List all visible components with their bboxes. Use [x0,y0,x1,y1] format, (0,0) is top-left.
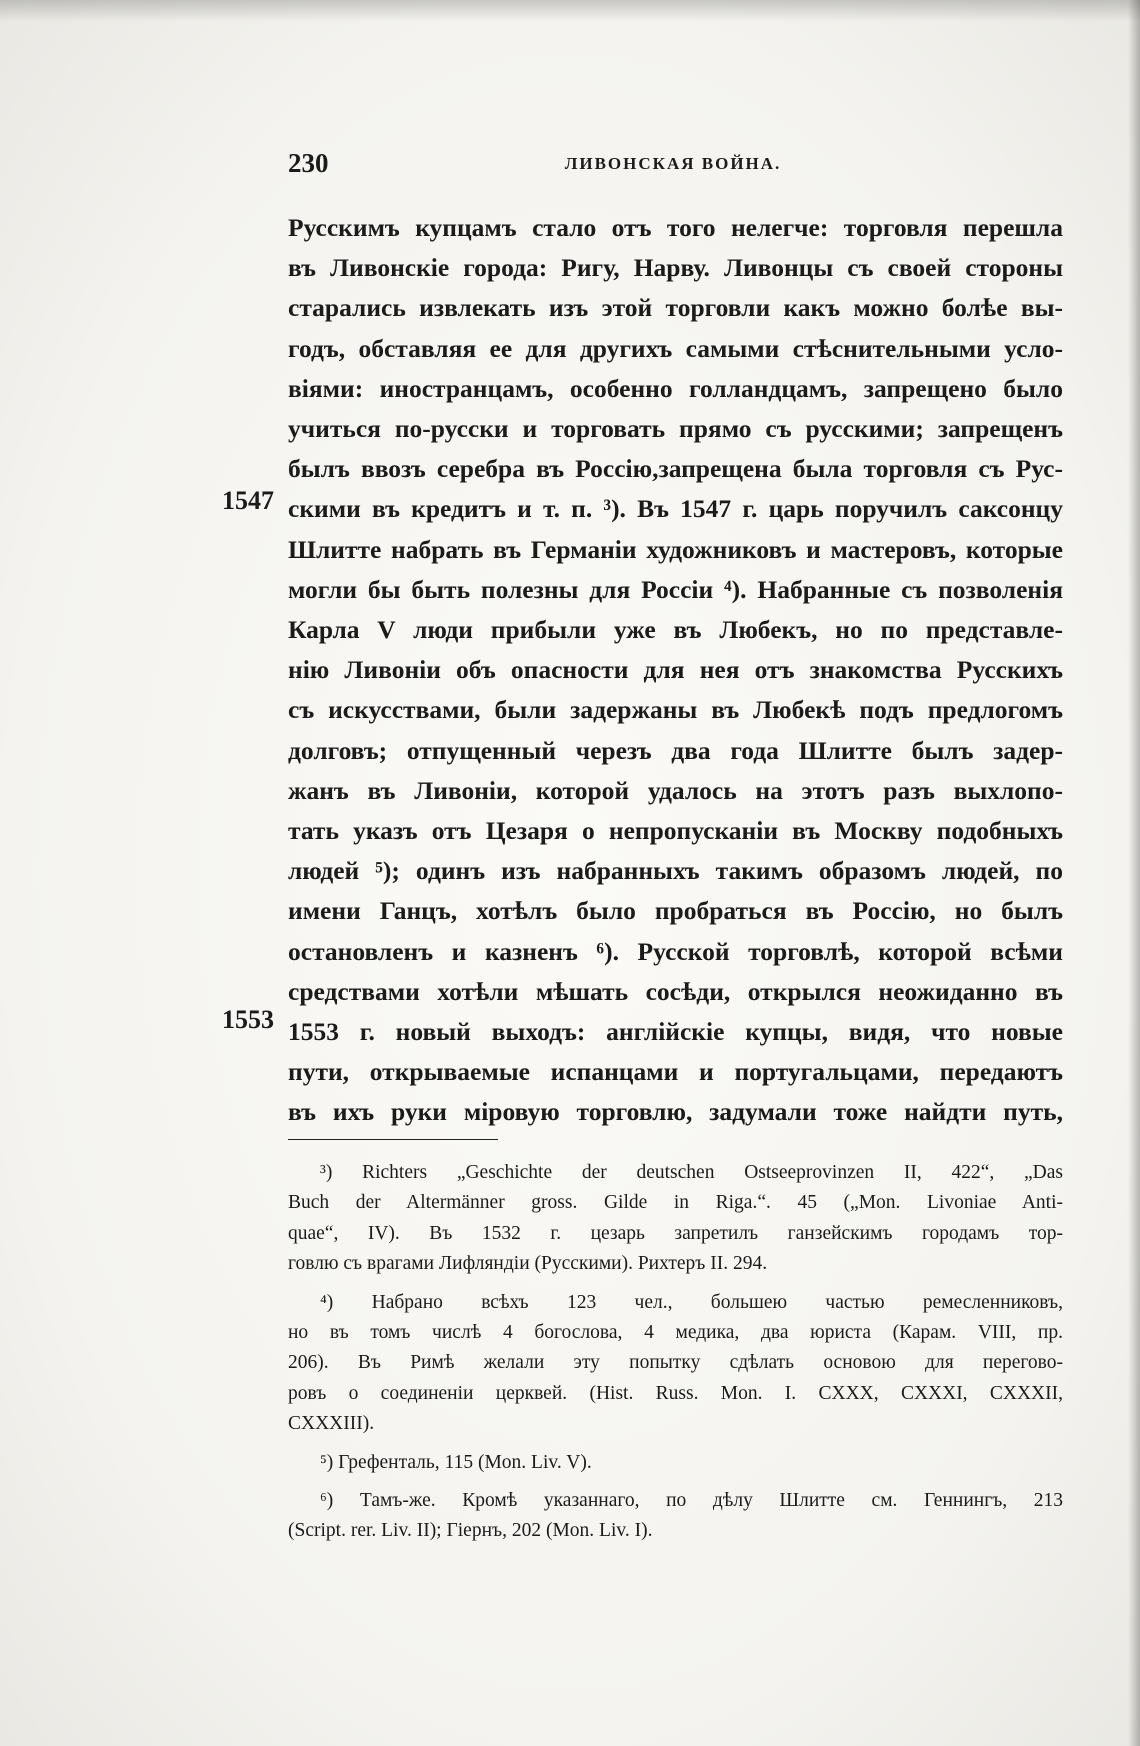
footnote-line: (Script. rer. Liv. II); Гіернъ, 202 (Mon. Liv. I). [288,1520,653,1542]
footnote-divider [288,1139,498,1140]
text-line: годъ, обставляя ее для другихъ самыми стѣснительными усло- [288,333,1063,363]
text-line: средствами хотѣли мѣшать сосѣди, открылся неожиданно въ [288,976,1063,1006]
footnote-line: quae“, IV). Въ 1532 г. цезарь запретилъ ганзейскимъ городамъ тор- [288,1222,1063,1244]
footnote-line: 206). Въ Римѣ желали эту попытку сдѣлать основою для перегово- [288,1352,1063,1374]
main-text [288,208,1063,1133]
footnote-line: Buch der Altermänner gross. Gilde in Riga.“. 45 („Mon. Livoniae Anti- [288,1192,1063,1214]
text-line: имени Ганцъ, хотѣлъ было пробраться въ Россію, но былъ [288,896,1063,926]
footnote-line: но въ томъ числѣ 4 богослова, 4 медика, два юриста (Карам. VIII, пр. [288,1322,1063,1344]
footnote-line: CXXXIII). [288,1413,375,1435]
footnote-marker: ⁴) [320,1291,334,1313]
footnote-line: ⁶) Тамъ-же. Кромѣ указаннаго, по дѣлу Шлитте см. Геннингъ, 213 [320,1490,1063,1512]
text-line: учиться по-русски и торговать прямо съ русскими; запрещенъ [288,414,1063,444]
text-line: тать указъ отъ Цезаря о непропусканіи въ Москву подобныхъ [288,816,1063,846]
text-line: пути, открываемые испанцами и португальцами, передаютъ [288,1057,1063,1087]
footnote-marker: ⁶) [320,1490,334,1512]
text-line: былъ ввозъ серебра въ Россію,запрещена была торговля съ Рус- [288,454,1063,484]
text-line: Карла V люди прибыли уже въ Любекъ, но по представле- [288,615,1063,645]
running-head: ЛИВОНСКАЯ ВОЙНА. [564,154,782,173]
footnote-line: ровъ о соединеніи церквей. (Hist. Russ. Mon. I. CXXX, CXXXI, CXXXII, [288,1382,1063,1404]
footnote-3 [288,1158,1063,1280]
footnote-6 [288,1486,1063,1547]
text-line: людей ⁵); одинъ изъ набранныхъ такимъ образомъ людей, по [288,856,1063,886]
text-line: съ искусствами, были задержаны въ Любекѣ подъ предлогомъ [288,695,1063,725]
footnote-line: ⁵) Грефенталь, 115 (Mon. Liv. V). [320,1451,592,1473]
page-header [288,148,1058,188]
text-line: віями: иностранцамъ, особенно голландцамъ, запрещено было [288,373,1063,403]
text-line: въ ихъ руки міровую торговлю, задумали тоже найдти путь, [288,1097,1063,1127]
text-line: нію Ливоніи объ опасности для нея отъ знакомства Русскихъ [288,655,1063,685]
text-line: жанъ въ Ливоніи, которой удалось на этотъ разъ выхлопо- [288,775,1063,805]
footnote-marker: ⁵) [320,1451,334,1473]
text-line: остановленъ и казненъ ⁶). Русской торговлѣ, которой всѣми [288,936,1063,966]
text-line: скими въ кредитъ и т. п. ³). Въ 1547 г. царь поручилъ саксонцу [288,494,1063,524]
margin-year-1553: 1553 [222,1005,274,1034]
text-line: могли бы быть полезны для Россіи ⁴). Набранные съ позволенія [288,574,1063,604]
footnote-5 [288,1448,1063,1478]
page-right-shadow [1128,0,1140,1746]
footnote-marker: ³) [320,1162,333,1183]
margin-year-1547: 1547 [222,486,274,515]
text-line: долговъ; отпущенный черезъ два года Шлитте былъ задер- [288,735,1063,765]
text-line: Русскимъ купцамъ стало отъ того нелегче: торговля перешла [288,213,1063,242]
text-line: старались извлекать изъ этой торговли какъ можно болѣе вы- [288,293,1063,323]
text-line: въ Ливонскіе города: Ригу, Нарву. Ливонцы съ своей стороны [288,253,1063,283]
footnotes [288,1158,1063,1555]
page-top-shadow [0,0,1140,22]
text-line: Шлитте набрать въ Германіи художниковъ и мастеровъ, которые [288,534,1063,564]
footnote-line: говлю съ врагами Лифляндіи (Русскими). Рихтеръ II. 294. [288,1253,768,1275]
footnote-line: ³) Richters „Geschichte der deutschen Ostseeprovinzen II, 422“, „Das [320,1162,1064,1183]
footnote-4 [288,1288,1063,1440]
footnote-line: ⁴) Набрано всѣхъ 123 чел., большею частью ремесленниковъ, [320,1291,1063,1313]
page-number: 230 [288,148,329,178]
text-line: 1553 г. новый выходъ: англійскіе купцы, видя, что новые [288,1017,1063,1047]
